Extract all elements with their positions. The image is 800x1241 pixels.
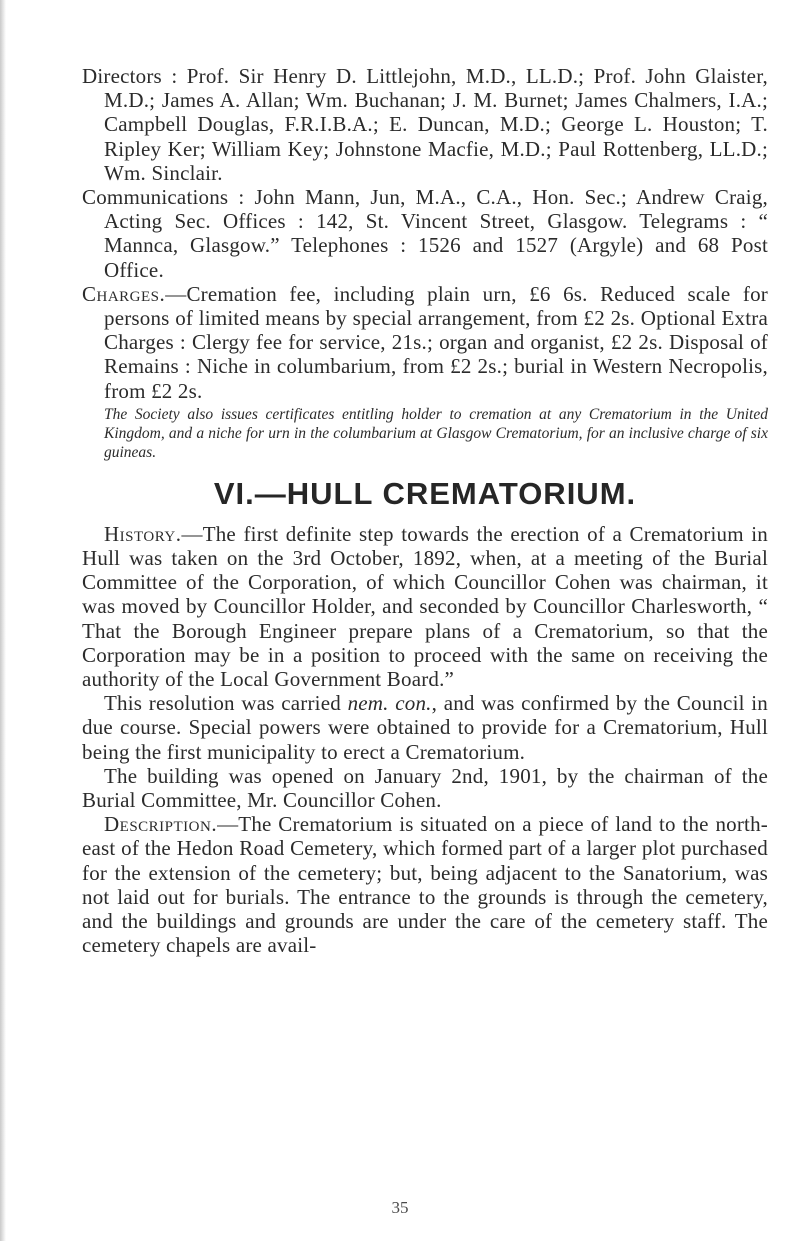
history-label: History. (104, 521, 182, 546)
charges-label: Charges. (82, 281, 166, 306)
history-paragraph (82, 522, 768, 691)
page-spine-shadow (0, 0, 6, 1241)
directors-paragraph (82, 64, 768, 185)
communications-paragraph (82, 185, 768, 282)
description-label: Description. (104, 812, 218, 837)
society-note-text: The Society also issues certificates entitling holder to cremation at any Crematorium in the United Kingdom, and a niche for urn in the columbarium at Glasgow Crematorium, for an inclusive charge of six guineas. (104, 405, 768, 461)
text-column (82, 64, 768, 958)
opening-paragraph (82, 764, 768, 812)
page-number: 35 (391, 1198, 409, 1217)
resolution-paragraph (82, 691, 768, 764)
description-text: —The Crematorium is situated on a piece of land to the north-east of the Hedon Road Cemetery, which formed part of a larger plot purchased for the extension of the cemetery; but, being adjacent to the Sanatorium, was not laid out for burials. The entrance to the grounds is through the cemetery, and the buildings and grounds are under the care of the cemetery staff. The cemetery chapels are avail- (82, 812, 768, 958)
society-note (82, 405, 768, 462)
opening-text: The building was opened on January 2nd, 1901, by the chairman of the Burial Committee, Mr. Councillor Cohen. (82, 763, 768, 813)
resolution-text-start: This resolution was carried (104, 691, 348, 716)
resolution-text-end: , and was confirmed by the Council in due course. Special powers were obtained to provide for a Crematorium, Hull being the first municipality to erect a Crematorium. (82, 691, 769, 764)
section-heading: VI.—HULL CREMATORIUM. (213, 475, 637, 511)
description-paragraph (82, 812, 768, 957)
communications-text: Communications : John Mann, Jun, M.A., C.A., Hon. Sec.; Andrew Craig, Acting Sec. Offices : 142, St. Vincent Street, Glasgow. Telegrams : “ Mannca, Glasgow.” Telephones : 1526 and 1527 (Argyle) and 68 Post Office. (82, 185, 768, 282)
directors-text: Directors : Prof. Sir Henry D. Littlejohn, M.D., LL.D.; Prof. John Glaister, M.D.; James A. Allan; Wm. Buchanan; J. M. Burnet; James Chalmers, I.A.; Campbell Douglas, F.R.I.B.A.; E. Duncan, M.D.; George L. Houston; T. Ripley Ker; William Key; Johnstone Macfie, M.D.; Paul Rottenberg, LL.D.; Wm. Sinclair. (82, 64, 768, 185)
charges-text: —Cremation fee, including plain urn, £6 6s. Reduced scale for persons of limited means by special arrangement, from £2 2s. Optional Extra Charges : Clergy fee for service, 21s.; organ and organist, £2 2s. Disposal of Remains : Niche in columbarium, from £2 2s.; burial in Western Necropolis, from £2 2s. (104, 281, 768, 403)
resolution-italic: nem. con. (347, 691, 432, 716)
charges-paragraph (82, 282, 768, 403)
history-text: —The first definite step towards the erection of a Crematorium in Hull was taken on the 3rd October, 1892, when, at a meeting of the Burial Committee of the Corporation, of which Councillor Cohen was chairman, it was moved by Councillor Holder, and seconded by Councillor Charlesworth, “ That the Borough Engineer prepare plans of a Crematorium, so that the Corporation may be in a position to proceed with the same on receiving the authority of the Local Government Board.” (82, 521, 768, 692)
